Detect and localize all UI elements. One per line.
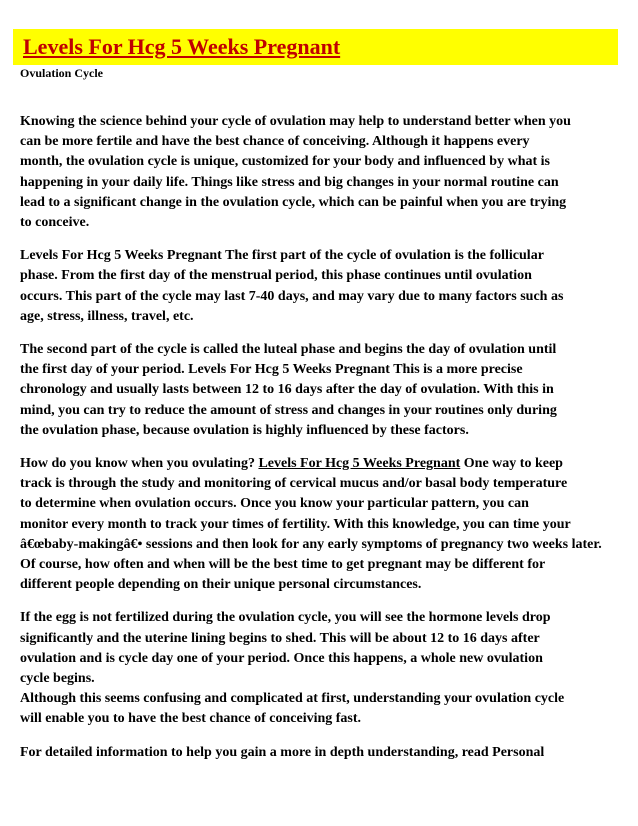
text-line: Of course, how often and when will be the best time to get pregnant may be different for [20, 557, 546, 573]
text-line: to conceive. [20, 215, 90, 231]
text-line: occurs. This part of the cycle may last 7-40 days, and may vary due to many factors such as [20, 288, 564, 304]
paragraph-more-info [20, 743, 630, 763]
text-line: monitor every month to track your times of fertility. With this knowledge, you can time your [20, 516, 571, 532]
text-line: to determine when ovulation occurs. Once you know your particular pattern, you can [20, 496, 529, 512]
paragraph-intro [20, 112, 630, 233]
page-title: Levels For Hcg 5 Weeks Pregnant [23, 34, 341, 59]
text-line: For detailed information to help you gain a more in depth understanding, read Personal [20, 744, 545, 760]
text-line: cycle begins. [20, 671, 95, 687]
paragraph-follicular [20, 246, 630, 327]
text-line: different people depending on their unique personal circumstances. [20, 577, 422, 593]
text-line: the first day of your period. Levels For Hcg 5 Weeks Pregnant This is a more precise [20, 362, 523, 378]
paragraph-tracking [20, 454, 630, 595]
text-line: mind, you can try to reduce the amount of stress and changes in your routines only during [20, 402, 557, 418]
text-line: If the egg is not fertilized during the ovulation cycle, you will see the hormone levels drop [20, 610, 551, 626]
text-line [20, 454, 630, 474]
text-run: One way to keep [460, 456, 563, 472]
text-line: will enable you to have the best chance of conceiving fast. [20, 711, 362, 727]
text-line: Knowing the science behind your cycle of ovulation may help to understand better when you [20, 114, 571, 129]
title-banner [13, 29, 618, 65]
text-line: Although this seems confusing and complicated at first, understanding your ovulation cycle [20, 691, 565, 707]
text-line: can be more fertile and have the best chance of conceiving. Although it happens every [20, 134, 530, 150]
page-subtitle: Ovulation Cycle [20, 66, 103, 80]
text-line: chronology and usually lasts between 12 to 16 days after the day of ovulation. With this in [20, 382, 554, 398]
paragraph-egg [20, 608, 630, 729]
text-run: How do you know when you ovulating? [20, 456, 259, 472]
text-line: The second part of the cycle is called the luteal phase and begins the day of ovulation until [20, 342, 557, 358]
article-link[interactable]: Levels For Hcg 5 Weeks Pregnant [258, 456, 461, 472]
article-body [20, 112, 630, 776]
text-line: track is through the study and monitoring of cervical mucus and/or basal body temperature [20, 476, 568, 492]
text-line: the ovulation phase, because ovulation is highly influenced by these factors. [20, 422, 469, 438]
text-line: happening in your daily life. Things like stress and big changes in your normal routine can [20, 174, 559, 190]
text-line: ovulation and is cycle day one of your period. Once this happens, a whole new ovulation [20, 650, 543, 666]
paragraph-luteal [20, 340, 630, 441]
text-line: â€œbaby-makingâ€• sessions and then look for any early symptoms of pregnancy two weeks later. [20, 536, 602, 552]
text-line: Levels For Hcg 5 Weeks Pregnant The first part of the cycle of ovulation is the follicular [20, 248, 544, 264]
text-line: lead to a significant change in the ovulation cycle, which can be painful when you are trying [20, 194, 567, 210]
text-line: age, stress, illness, travel, etc. [20, 308, 194, 324]
text-line: month, the ovulation cycle is unique, customized for your body and influenced by what is [20, 154, 550, 170]
text-line: phase. From the first day of the menstrual period, this phase continues until ovulation [20, 268, 532, 284]
text-line: significantly and the uterine lining begins to shed. This will be about 12 to 16 days after [20, 630, 540, 646]
